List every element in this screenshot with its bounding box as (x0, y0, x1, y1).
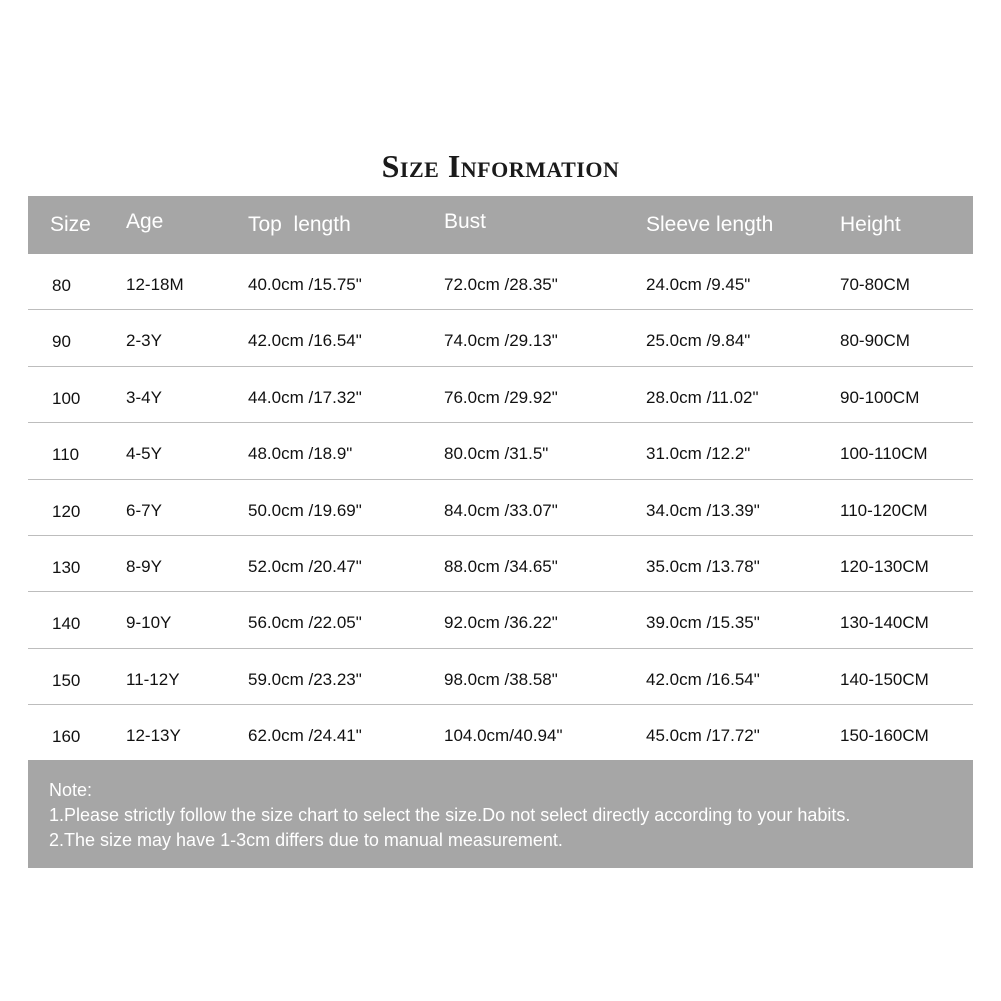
cell-age: 9-10Y (126, 613, 172, 633)
cell-sleeve-length: 34.0cm /13.39" (646, 500, 760, 520)
cell-top-length: 62.0cm /24.41" (248, 726, 362, 746)
notes-heading: Note: (49, 780, 93, 800)
cell-size: 160 (52, 727, 81, 747)
cell-sleeve-length: 39.0cm /15.35" (646, 613, 760, 633)
cell-age: 8-9Y (126, 556, 162, 576)
table-row (28, 367, 973, 423)
cell-bust: 92.0cm /36.22" (444, 613, 558, 633)
cell-sleeve-length: 42.0cm /16.54" (646, 669, 760, 689)
cell-bust: 72.0cm /28.35" (444, 275, 558, 294)
header-age: Age (126, 210, 164, 233)
cell-bust: 74.0cm /29.13" (444, 331, 558, 351)
cell-sleeve-length: 28.0cm /11.02" (646, 387, 759, 407)
cell-size: 130 (52, 557, 81, 577)
cell-height: 100-110CM (840, 444, 928, 464)
header-top-length: Top length (248, 213, 351, 236)
cell-age: 4-5Y (126, 444, 162, 464)
table-row (28, 480, 973, 536)
table-row (28, 423, 973, 479)
table-row (28, 254, 973, 310)
table-row (28, 536, 973, 592)
header-sleeve-length: Sleeve length (646, 213, 774, 236)
cell-bust: 80.0cm /31.5" (444, 444, 549, 464)
page-title: Size Information (381, 148, 620, 184)
header-size: Size (50, 213, 91, 236)
cell-bust: 76.0cm /29.92" (444, 387, 558, 407)
cell-sleeve-length: 35.0cm /13.78" (646, 556, 760, 576)
cell-sleeve-length: 31.0cm /12.2" (646, 444, 751, 464)
cell-size: 90 (52, 332, 71, 352)
cell-size: 140 (52, 614, 81, 634)
cell-top-length: 56.0cm /22.05" (248, 613, 362, 633)
header-bust: Bust (444, 210, 487, 233)
cell-height: 130-140CM (840, 613, 929, 633)
cell-size: 110 (52, 445, 80, 465)
cell-top-length: 44.0cm /17.32" (248, 387, 362, 407)
cell-age: 2-3Y (126, 331, 162, 351)
table-row (28, 649, 973, 705)
cell-height: 80-90CM (840, 331, 910, 351)
table-row (28, 592, 973, 648)
header-height: Height (840, 213, 901, 236)
cell-size: 120 (52, 501, 81, 521)
cell-height: 150-160CM (840, 726, 929, 746)
cell-top-length: 40.0cm /15.75" (248, 275, 362, 294)
cell-height: 120-130CM (840, 556, 929, 576)
cell-height: 90-100CM (840, 387, 920, 407)
cell-top-length: 42.0cm /16.54" (248, 331, 362, 351)
table-row (28, 705, 973, 761)
table-row (28, 310, 973, 366)
note-line: 2.The size may have 1-3cm differs due to manual measurement. (49, 830, 563, 850)
note-line: 1.Please strictly follow the size chart to select the size.Do not select directly according to your habits. (49, 805, 851, 825)
cell-bust: 104.0cm/40.94" (444, 726, 563, 746)
cell-age: 3-4Y (126, 387, 162, 407)
cell-bust: 88.0cm /34.65" (444, 556, 558, 576)
cell-size: 100 (52, 388, 81, 408)
cell-top-length: 48.0cm /18.9" (248, 444, 353, 464)
cell-size: 80 (52, 276, 71, 295)
size-table (28, 196, 973, 762)
cell-age: 11-12Y (126, 669, 180, 689)
cell-age: 12-18M (126, 275, 184, 294)
cell-height: 70-80CM (840, 275, 910, 294)
notes-panel (28, 760, 973, 868)
cell-top-length: 59.0cm /23.23" (248, 669, 362, 689)
cell-bust: 84.0cm /33.07" (444, 500, 558, 520)
cell-age: 12-13Y (126, 726, 181, 746)
cell-height: 110-120CM (840, 500, 928, 520)
cell-top-length: 52.0cm /20.47" (248, 556, 362, 576)
cell-bust: 98.0cm /38.58" (444, 669, 558, 689)
cell-sleeve-length: 45.0cm /17.72" (646, 726, 760, 746)
cell-size: 150 (52, 670, 81, 690)
cell-height: 140-150CM (840, 669, 929, 689)
table-header (28, 196, 973, 254)
cell-sleeve-length: 24.0cm /9.45" (646, 275, 751, 294)
cell-top-length: 50.0cm /19.69" (248, 500, 362, 520)
cell-age: 6-7Y (126, 500, 162, 520)
cell-sleeve-length: 25.0cm /9.84" (646, 331, 751, 351)
